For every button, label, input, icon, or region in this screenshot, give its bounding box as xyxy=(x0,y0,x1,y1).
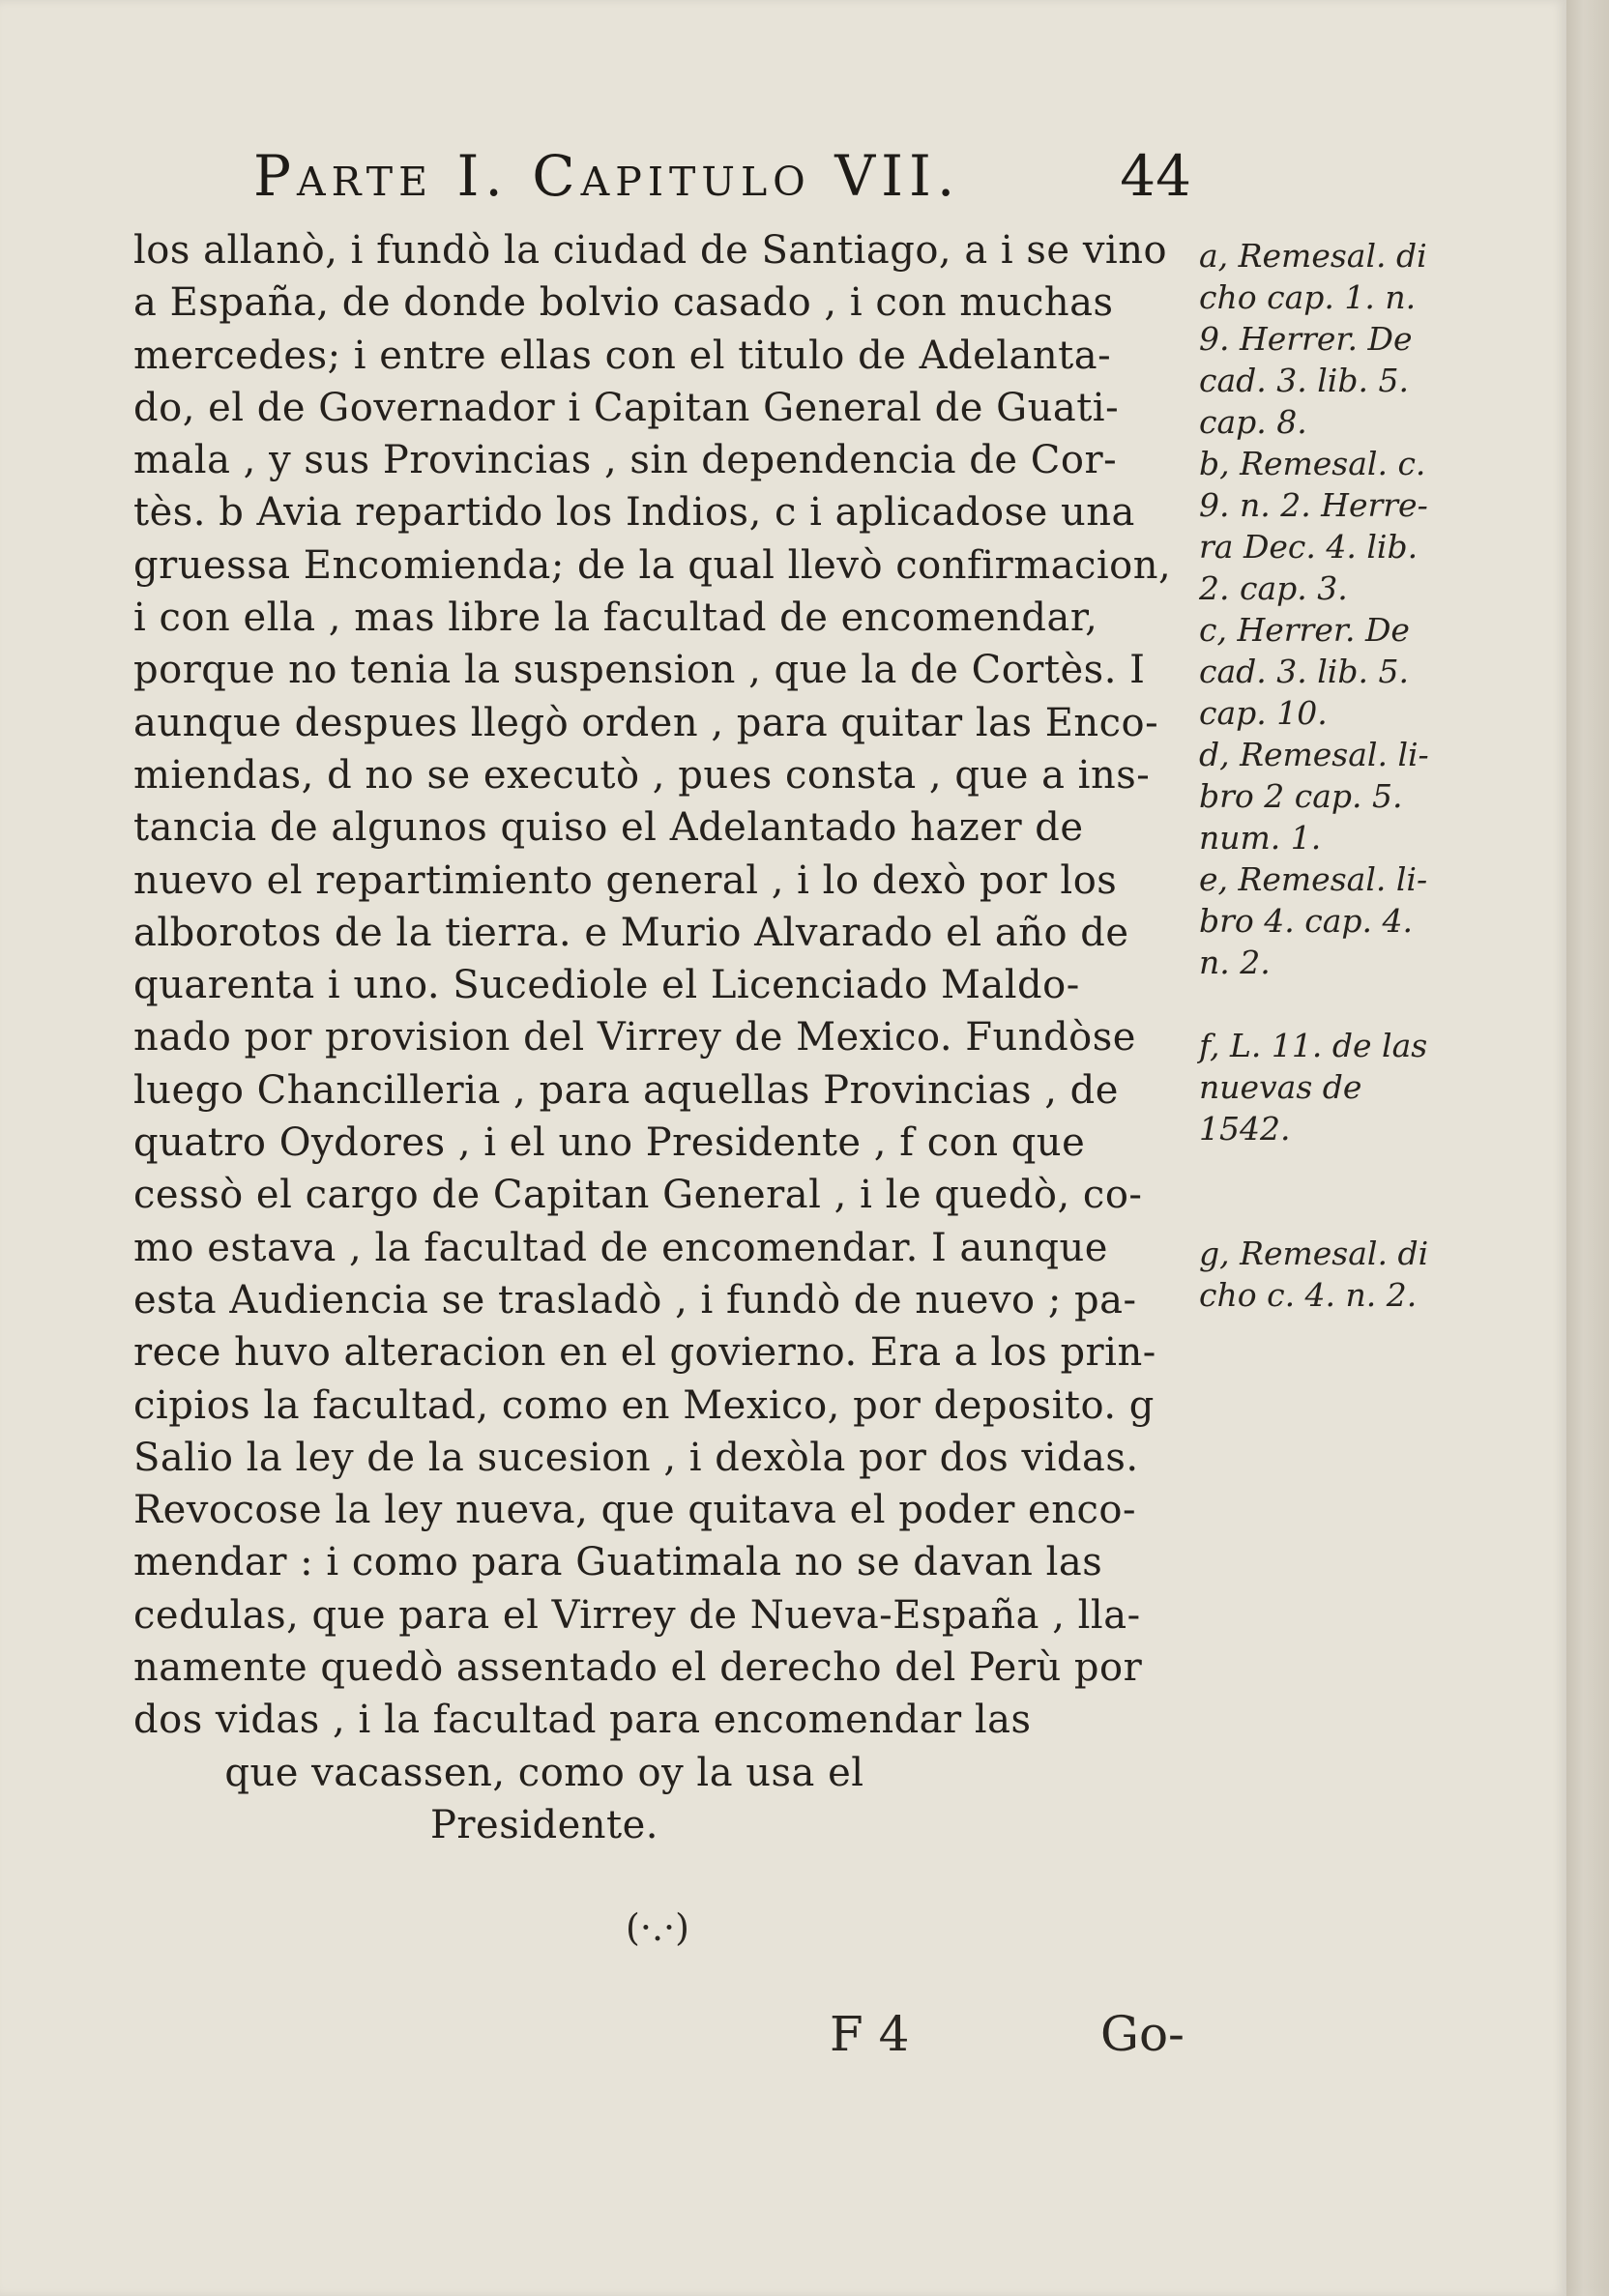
text-line: porque no tenia la suspension , que la de Cortès. I xyxy=(133,648,1146,693)
marginal-note-line: cap. 10. xyxy=(1199,694,1328,732)
text-line: luego Chancilleria , para aquellas Provincias , de xyxy=(133,1067,1119,1113)
text-line: Presidente. xyxy=(429,1802,659,1847)
marginal-note-line: a, Remesal. di xyxy=(1199,237,1427,275)
marginal-note-line: 2. cap. 3. xyxy=(1199,569,1348,607)
text-line: esta Audiencia se trasladò , i fundò de nuevo ; pa- xyxy=(133,1277,1137,1322)
page-edge xyxy=(1566,0,1609,2296)
marginal-note-line: ra Dec. 4. lib. xyxy=(1199,528,1419,566)
marginal-note-line: bro 2 cap. 5. xyxy=(1199,777,1403,815)
text-line: quarenta i uno. Sucediole el Licenciado Maldo- xyxy=(133,963,1080,1008)
text-line: a España, de donde bolvio casado , i con muchas xyxy=(133,280,1114,326)
text-line: Revocose la ley nueva, que quitava el poder enco- xyxy=(133,1488,1136,1533)
marginal-note-line: n. 2. xyxy=(1199,944,1271,981)
text-line: mendar : i como para Guatimala no se davan las xyxy=(133,1540,1103,1585)
marginal-note-line: cad. 3. lib. 5. xyxy=(1199,362,1409,399)
main-text-column xyxy=(133,224,1197,1851)
marginal-note-line: num. 1. xyxy=(1199,819,1322,857)
text-line: do, el de Governador i Capitan General de Guati- xyxy=(133,385,1120,430)
marginal-note-line: bro 4. cap. 4. xyxy=(1199,902,1413,940)
text-line: tancia de algunos quiso el Adelantado hazer de xyxy=(133,805,1084,851)
text-line: cipios la facultad, como en Mexico, por deposito. g xyxy=(133,1382,1155,1428)
marginal-note-line: 1542. xyxy=(1199,1110,1291,1148)
marginal-note-line: d, Remesal. li- xyxy=(1199,736,1429,773)
text-line: namente quedò assentado el derecho del Perù por xyxy=(133,1645,1143,1691)
end-ornament: (·.·) xyxy=(626,1906,689,1949)
text-line: cedulas, que para el Virrey de Nueva-España , lla- xyxy=(133,1592,1141,1638)
text-line: gruessa Encomienda; de la qual llevò confirmacion, xyxy=(133,542,1172,588)
marginal-note-line: nuevas de xyxy=(1199,1068,1362,1106)
marginal-note-gap xyxy=(1199,1191,1470,1233)
text-line: que vacassen, como oy la usa el xyxy=(224,1750,864,1795)
text-line: nuevo el repartimiento general , i lo dexò por los xyxy=(133,857,1118,903)
signature-mark: F 4 xyxy=(830,2006,910,2062)
marginal-note-line: g, Remesal. di xyxy=(1199,1235,1429,1272)
marginal-note-line: b, Remesal. c. xyxy=(1199,445,1426,482)
text-line: dos vidas , i la facultad para encomendar las xyxy=(133,1698,1032,1743)
text-line: cessò el cargo de Capitan General , i le quedò, co- xyxy=(133,1173,1143,1218)
chapter-heading: Parte I. Capitulo VII. xyxy=(253,143,961,209)
text-line: mercedes; i entre ellas con el titulo de Adelanta- xyxy=(133,333,1112,378)
text-line: tès. b Avia repartido los Indios, c i aplicadose una xyxy=(133,490,1135,536)
marginal-note-line: 9. n. 2. Herre- xyxy=(1199,486,1428,524)
marginal-notes xyxy=(1199,235,1470,1316)
catchword: Go- xyxy=(1100,2006,1185,2062)
text-line: Salio la ley de la sucesion , i dexòla por dos vidas. xyxy=(133,1435,1139,1480)
text-line: alborotos de la tierra. e Murio Alvarado el año de xyxy=(133,910,1129,955)
text-line: los allanò, i fundò la ciudad de Santiago, a i se vino xyxy=(133,228,1168,273)
running-header xyxy=(253,143,1191,209)
text-line: i con ella , mas libre la facultad de encomendar, xyxy=(133,596,1098,641)
text-line: nado por provision del Virrey de Mexico. Fundòse xyxy=(133,1015,1136,1061)
marginal-note-line: f, L. 11. de las xyxy=(1199,1027,1428,1064)
text-line: aunque despues llegò orden , para quitar las Enco- xyxy=(133,700,1159,745)
marginal-note-gap xyxy=(1199,983,1470,1025)
marginal-note-line: cad. 3. lib. 5. xyxy=(1199,653,1409,690)
page-number: 44 xyxy=(1120,143,1191,209)
marginal-note-line: cho cap. 1. n. xyxy=(1199,278,1417,316)
marginal-note-gap xyxy=(1199,1149,1470,1191)
marginal-note-line: cho c. 4. n. 2. xyxy=(1199,1276,1418,1314)
text-line: miendas, d no se executò , pues consta , que a ins- xyxy=(133,752,1151,798)
text-line: mo estava , la facultad de encomendar. I aunque xyxy=(133,1225,1108,1270)
marginal-note-line: e, Remesal. li- xyxy=(1199,860,1428,898)
marginal-note-line: 9. Herrer. De xyxy=(1199,320,1413,358)
marginal-note-line: c, Herrer. De xyxy=(1199,611,1410,649)
text-line: rece huvo alteracion en el govierno. Era a los prin- xyxy=(133,1330,1156,1376)
marginal-note-line: cap. 8. xyxy=(1199,403,1307,441)
text-line: mala , y sus Provincias , sin dependencia de Cor- xyxy=(133,438,1118,483)
text-line: quatro Oydores , i el uno Presidente , f con que xyxy=(133,1120,1086,1166)
